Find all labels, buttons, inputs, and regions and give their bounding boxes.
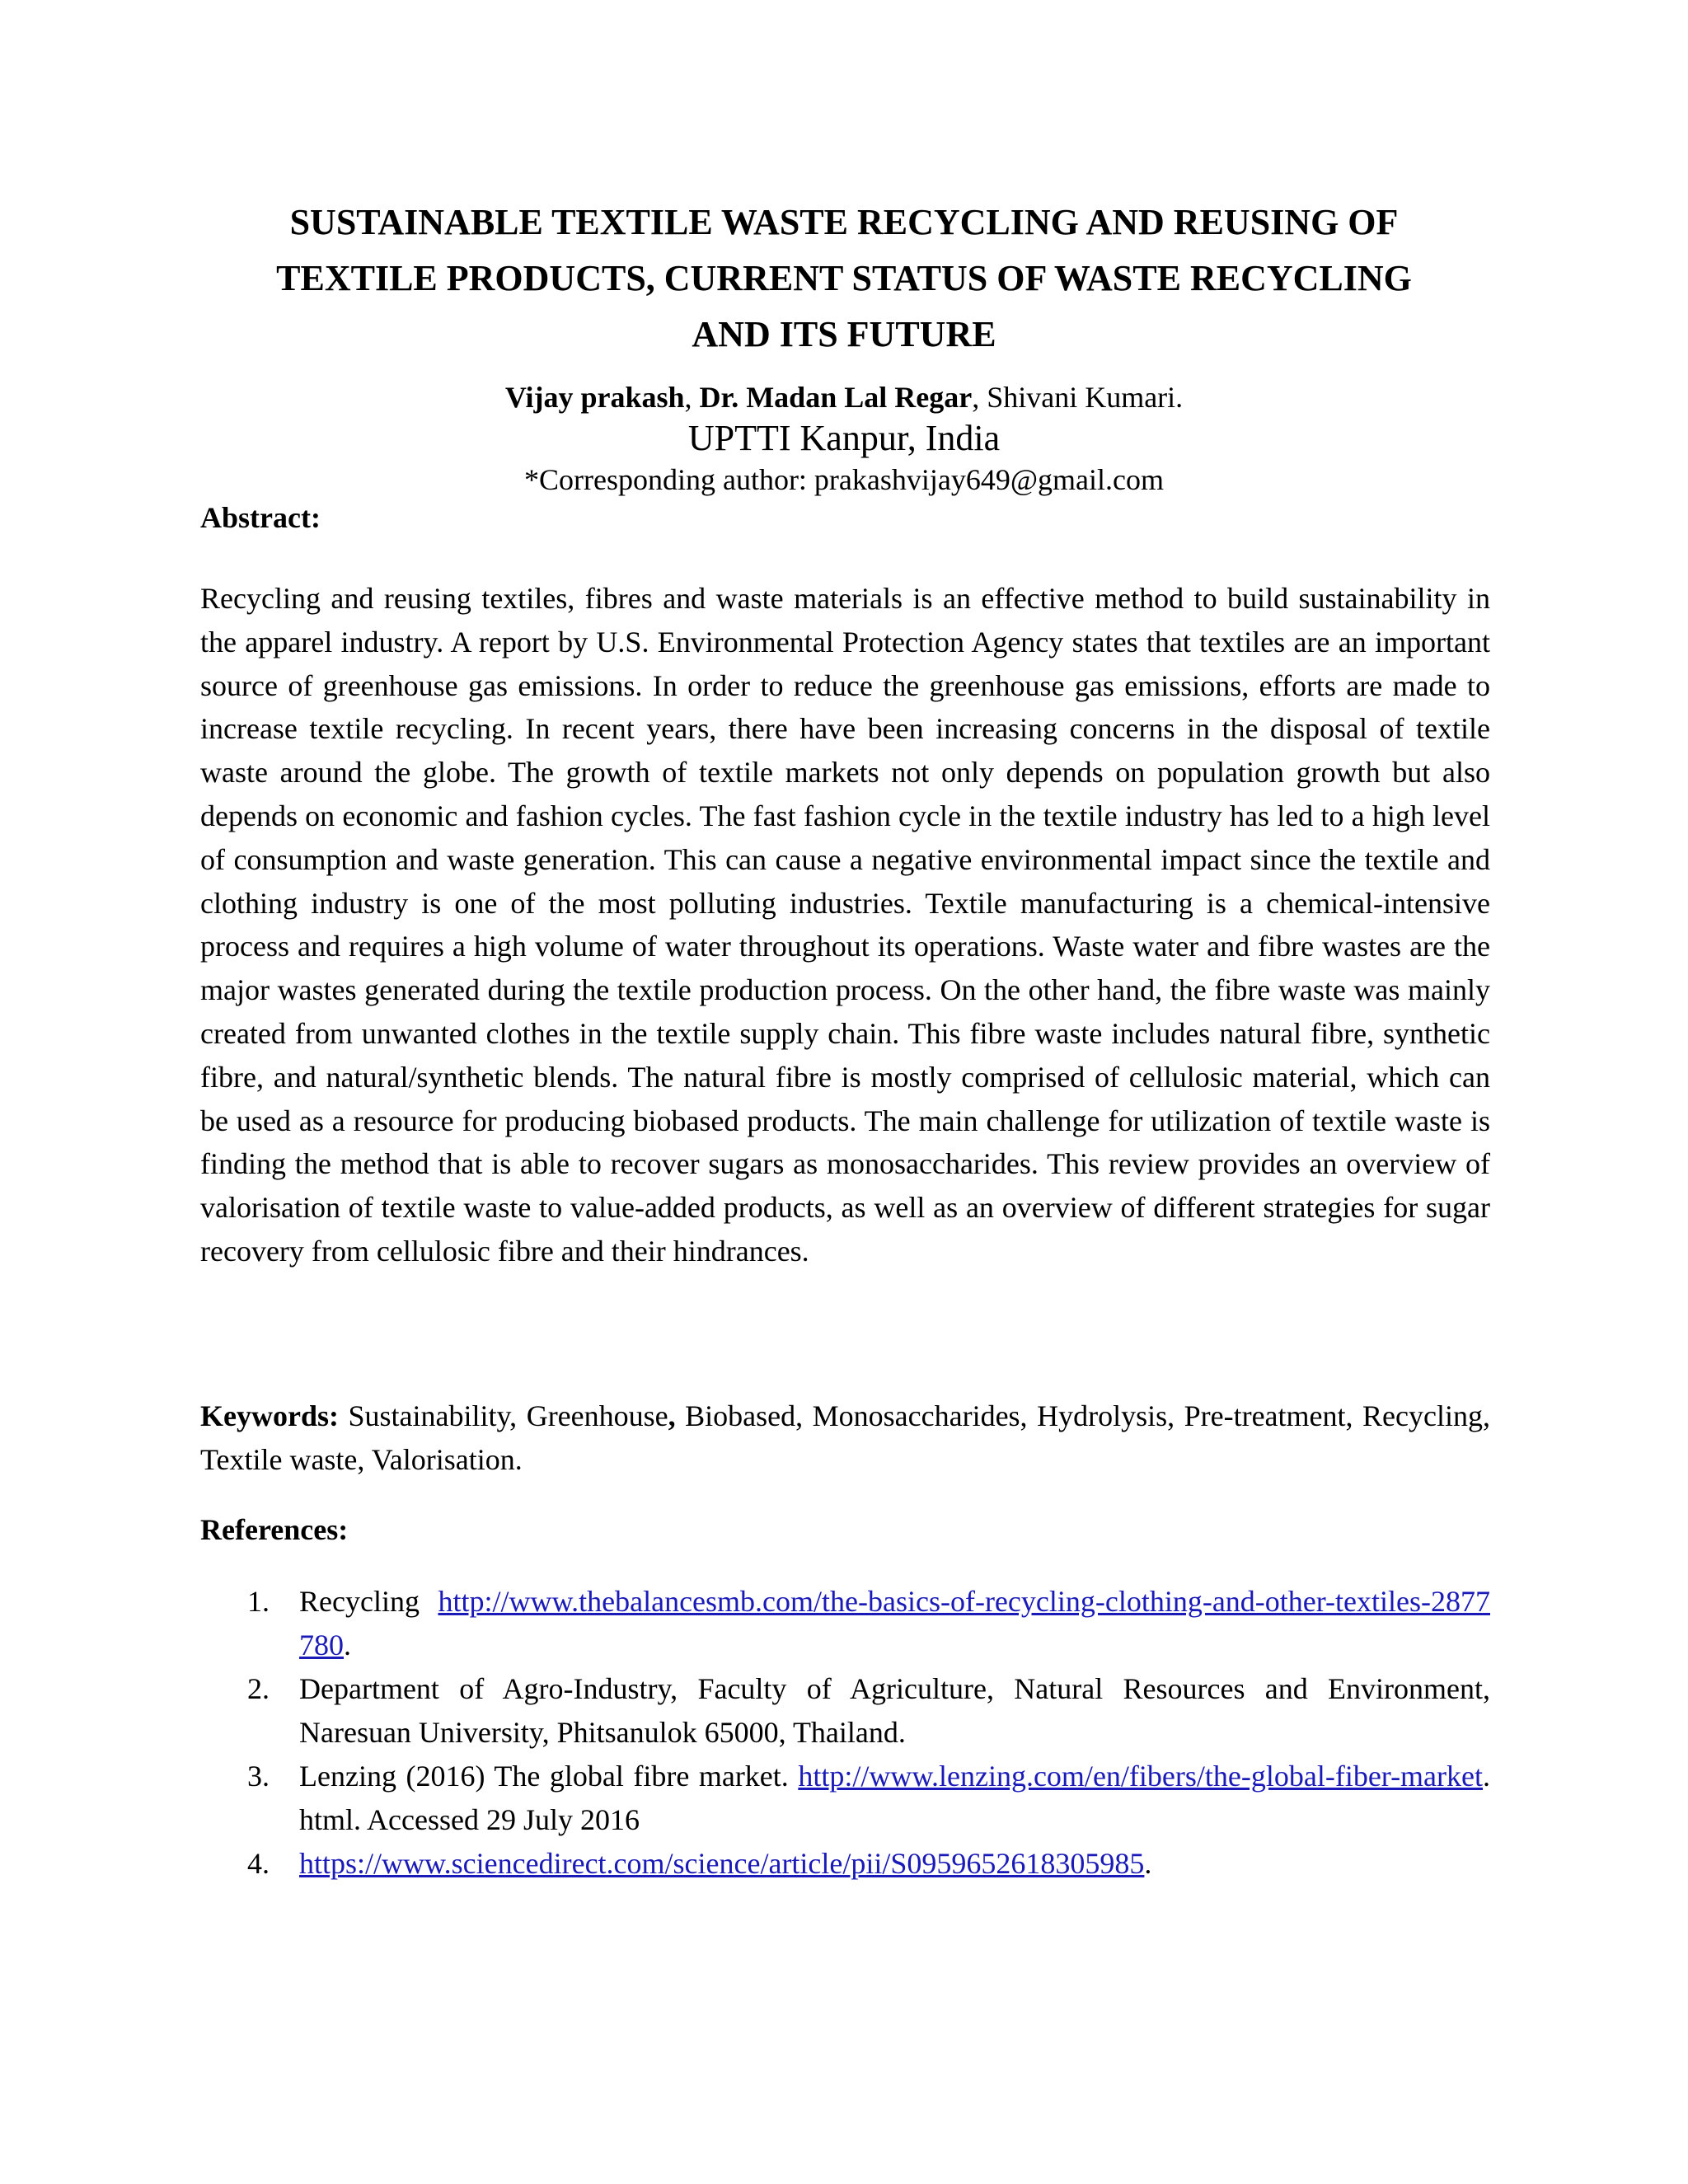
affiliation: UPTTI Kanpur, India bbox=[687, 418, 1001, 458]
keywords-label: Keywords: bbox=[200, 1399, 339, 1432]
keywords-paragraph bbox=[200, 1394, 1490, 1482]
author-name: Shivani Kumari. bbox=[987, 381, 1184, 414]
reference-list bbox=[200, 1580, 1490, 1886]
reference-number: 1. bbox=[247, 1585, 270, 1618]
reference-item bbox=[200, 1755, 1490, 1842]
references-heading: References: bbox=[200, 1513, 349, 1546]
author-name: Dr. Madan Lal Regar bbox=[699, 381, 973, 414]
paper-title bbox=[165, 194, 1523, 363]
reference-link[interactable]: http://www.lenzing.com/en/fibers/the-global-fiber-market bbox=[798, 1760, 1483, 1793]
keywords-text: Biobased, Monosaccharides, Hydrolysis, Pre-treatment, Recycling, Textile waste, Valorisation. bbox=[200, 1399, 1490, 1476]
reference-suffix: . bbox=[1144, 1847, 1152, 1880]
keywords-text: Sustainability, Greenhouse bbox=[338, 1399, 668, 1432]
reference-suffix: . bbox=[344, 1629, 351, 1661]
abstract-heading: Abstract: bbox=[200, 501, 321, 534]
author-list bbox=[165, 376, 1523, 419]
reference-item bbox=[200, 1667, 1490, 1755]
reference-item bbox=[200, 1842, 1490, 1886]
reference-number: 2. bbox=[247, 1672, 270, 1705]
reference-item bbox=[200, 1580, 1490, 1667]
reference-text: Lenzing (2016) The global fibre market. bbox=[299, 1760, 799, 1793]
reference-suffix: . html. Accessed 29 July 2016 bbox=[299, 1760, 1490, 1836]
reference-text: Recycling bbox=[299, 1585, 438, 1618]
keywords-bold-comma: , bbox=[668, 1399, 676, 1432]
reference-link[interactable]: http://www.thebalancesmb.com/the-basics-of-recycling-clothing-and-other-textiles-2877780 bbox=[299, 1585, 1490, 1661]
abstract-body: Recycling and reusing textiles, fibres and waste materials is an effective method to build sustainability in the apparel industry. A report by U.S. Environmental Protection Agency states that textiles are an important source of greenhouse gas emissions. In order to reduce the greenhouse gas emissions, efforts are made to increase textile recycling. In recent years, there have been increasing concerns in the disposal of textile waste around the globe. The growth of textile markets not only depends on population growth but also depends on economic and fashion cycles. The fast fashion cycle in the textile industry has led to a high level of consumption and waste generation. This can cause a negative environmental impact since the textile and clothing industry is one of the most polluting industries. Textile manufacturing is a chemical-intensive process and requires a high volume of water throughout its operations. Waste water and fibre wastes are the major wastes generated during the textile production process. On the other hand, the fibre waste was mainly created from unwanted clothes in the textile supply chain. This fibre waste includes natural fibre, synthetic fibre, and natural/synthetic blends. The natural fibre is mostly comprised of cellulosic material, which can be used as a resource for producing biobased products. The main challenge for utilization of textile waste is finding the method that is able to recover sugars as monosaccharides. This review provides an overview of valorisation of textile waste to value-added products, as well as an overview of different strategies for sugar recovery from cellulosic fibre and their hindrances. bbox=[200, 582, 1490, 1268]
author-separator: , bbox=[684, 381, 700, 414]
title-line: TEXTILE PRODUCTS, CURRENT STATUS OF WASTE RECYCLING bbox=[276, 258, 1412, 298]
author-separator: , bbox=[972, 381, 987, 414]
title-line: SUSTAINABLE TEXTILE WASTE RECYCLING AND REUSING OF bbox=[289, 202, 1399, 242]
reference-text: Department of Agro-Industry, Faculty of Agriculture, Natural Resources and Environment, Naresuan University, Phitsanulok 65000, Thailand. bbox=[299, 1672, 1490, 1749]
reference-number: 3. bbox=[247, 1760, 270, 1793]
title-line: AND ITS FUTURE bbox=[692, 314, 996, 354]
reference-link[interactable]: https://www.sciencedirect.com/science/article/pii/S0959652618305985 bbox=[299, 1847, 1145, 1880]
author-name: Vijay prakash bbox=[504, 381, 685, 414]
corresponding-author: *Corresponding author: prakashvijay649@gmail.com bbox=[523, 463, 1164, 496]
reference-number: 4. bbox=[247, 1847, 270, 1880]
